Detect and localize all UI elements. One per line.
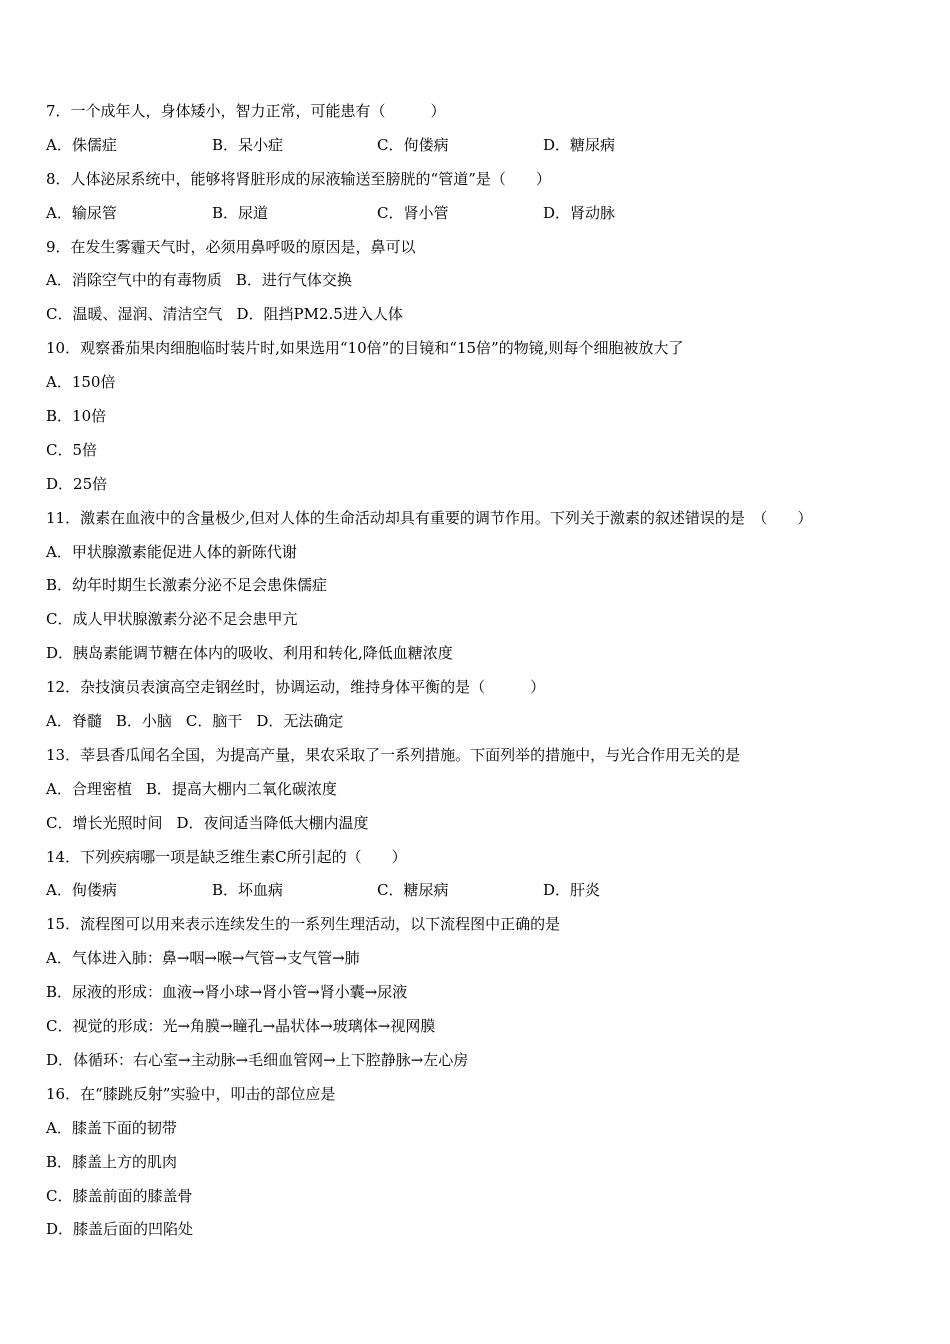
option-b: B．呆小症 [212, 135, 284, 154]
option-d: D．糖尿病 [543, 135, 616, 154]
option-a: A．气体进入肺：鼻→咽→喉→气管→支气管→肺 [46, 949, 360, 968]
option-d: D．肾动脉 [543, 203, 616, 222]
option-b: B．小脑 [115, 712, 172, 731]
question-stem: 7．一个成年人，身体矮小，智力正常，可能患有（ ） [46, 102, 446, 120]
option-b: B．进行气体交换 [235, 271, 352, 290]
option-a: A．150倍 [46, 373, 116, 392]
option-d: D．夜间适当降低大棚内温度 [176, 813, 369, 832]
option-d: D．无法确定 [256, 712, 344, 731]
option-d: D．体循环：右心室→主动脉→毛细血管网→上下腔静脉→左心房 [46, 1050, 469, 1069]
option-a: A．佝偻病 [46, 881, 117, 900]
question-stem: 9．在发生雾霾天气时，必须用鼻呼吸的原因是，鼻可以 [46, 237, 416, 256]
option-b: B．尿道 [212, 203, 269, 222]
question-stem: 15．流程图可以用来表示连续发生的一系列生理活动，以下流程图中正确的是 [46, 915, 561, 934]
option-b: B．提高大棚内二氧化碳浓度 [145, 779, 337, 798]
options-row [46, 301, 916, 335]
option-a: A．脊髓 [46, 712, 102, 731]
options-row [46, 708, 916, 742]
option-a: A．膝盖下面的韧带 [46, 1118, 177, 1137]
option-b: B．幼年时期生长激素分泌不足会患侏儒症 [46, 576, 328, 595]
option-c: C．视觉的形成：光→角膜→瞳孔→晶状体→玻璃体→视网膜 [46, 1017, 436, 1036]
question-stem: 16．在“膝跳反射”实验中，叩击的部位应是 [46, 1084, 336, 1103]
option-b: B．坏血病 [212, 881, 284, 900]
option-a: A．输尿管 [46, 203, 117, 222]
question-stem: 14．下列疾病哪一项是缺乏维生素C所引起的（ ） [46, 847, 407, 866]
option-c: C．脑干 [185, 712, 243, 731]
option-c: C．糖尿病 [377, 881, 449, 900]
option-c: C．肾小管 [377, 203, 449, 222]
question-stem: 11．激素在血液中的含量极少,但对人体的生命活动却具有重要的调节作用。下列关于激素的叙述错误的是 （ ） [46, 508, 813, 527]
option-b: B．膝盖上方的肌肉 [46, 1152, 178, 1171]
option-b: B．10倍 [46, 407, 107, 426]
option-d: D．肝炎 [543, 881, 601, 900]
question-stem: 10．观察番茄果肉细胞临时装片时,如果选用“10倍”的目镜和“15倍”的物镜,则每个细胞被放大了 [46, 339, 684, 358]
question-stem: 12．杂技演员表演高空走钢丝时，协调运动，维持身体平衡的是（ ） [46, 678, 546, 697]
option-c: C．增长光照时间 [46, 813, 163, 832]
options-row [46, 200, 916, 234]
option-a: A．合理密植 [46, 779, 132, 798]
question-stem: 8．人体泌尿系统中，能够将肾脏形成的尿液输送至膀胱的“管道”是（ ） [46, 169, 551, 188]
option-a: A．消除空气中的有毒物质 [46, 271, 222, 290]
options-row [46, 132, 916, 166]
option-c: C．成人甲状腺激素分泌不足会患甲亢 [46, 610, 298, 629]
exam-page [46, 98, 916, 1250]
question-stem: 13．莘县香瓜闻名全国，为提高产量，果农采取了一系列措施。下面列举的措施中，与光合作用无关的是 [46, 745, 741, 764]
option-d: D．膝盖后面的凹陷处 [46, 1220, 194, 1239]
option-c: C．5倍 [46, 440, 98, 459]
option-c: C．膝盖前面的膝盖骨 [46, 1186, 193, 1205]
options-row [46, 877, 916, 911]
option-c: C．佝偻病 [377, 135, 449, 154]
options-row [46, 776, 916, 810]
option-a: A．甲状腺激素能促进人体的新陈代谢 [46, 542, 297, 561]
option-b: B．尿液的形成：血液→肾小球→肾小管→肾小囊→尿液 [46, 983, 408, 1002]
option-d: D．25倍 [46, 474, 108, 493]
option-d: D．阻挡PM2.5进入人体 [236, 305, 403, 324]
option-d: D．胰岛素能调节糖在体内的吸收、利用和转化,降低血糖浓度 [46, 644, 453, 663]
option-c: C．温暖、湿润、清洁空气 [46, 305, 223, 324]
option-a: A．侏儒症 [46, 135, 117, 154]
options-row [46, 810, 916, 844]
options-row [46, 267, 916, 301]
